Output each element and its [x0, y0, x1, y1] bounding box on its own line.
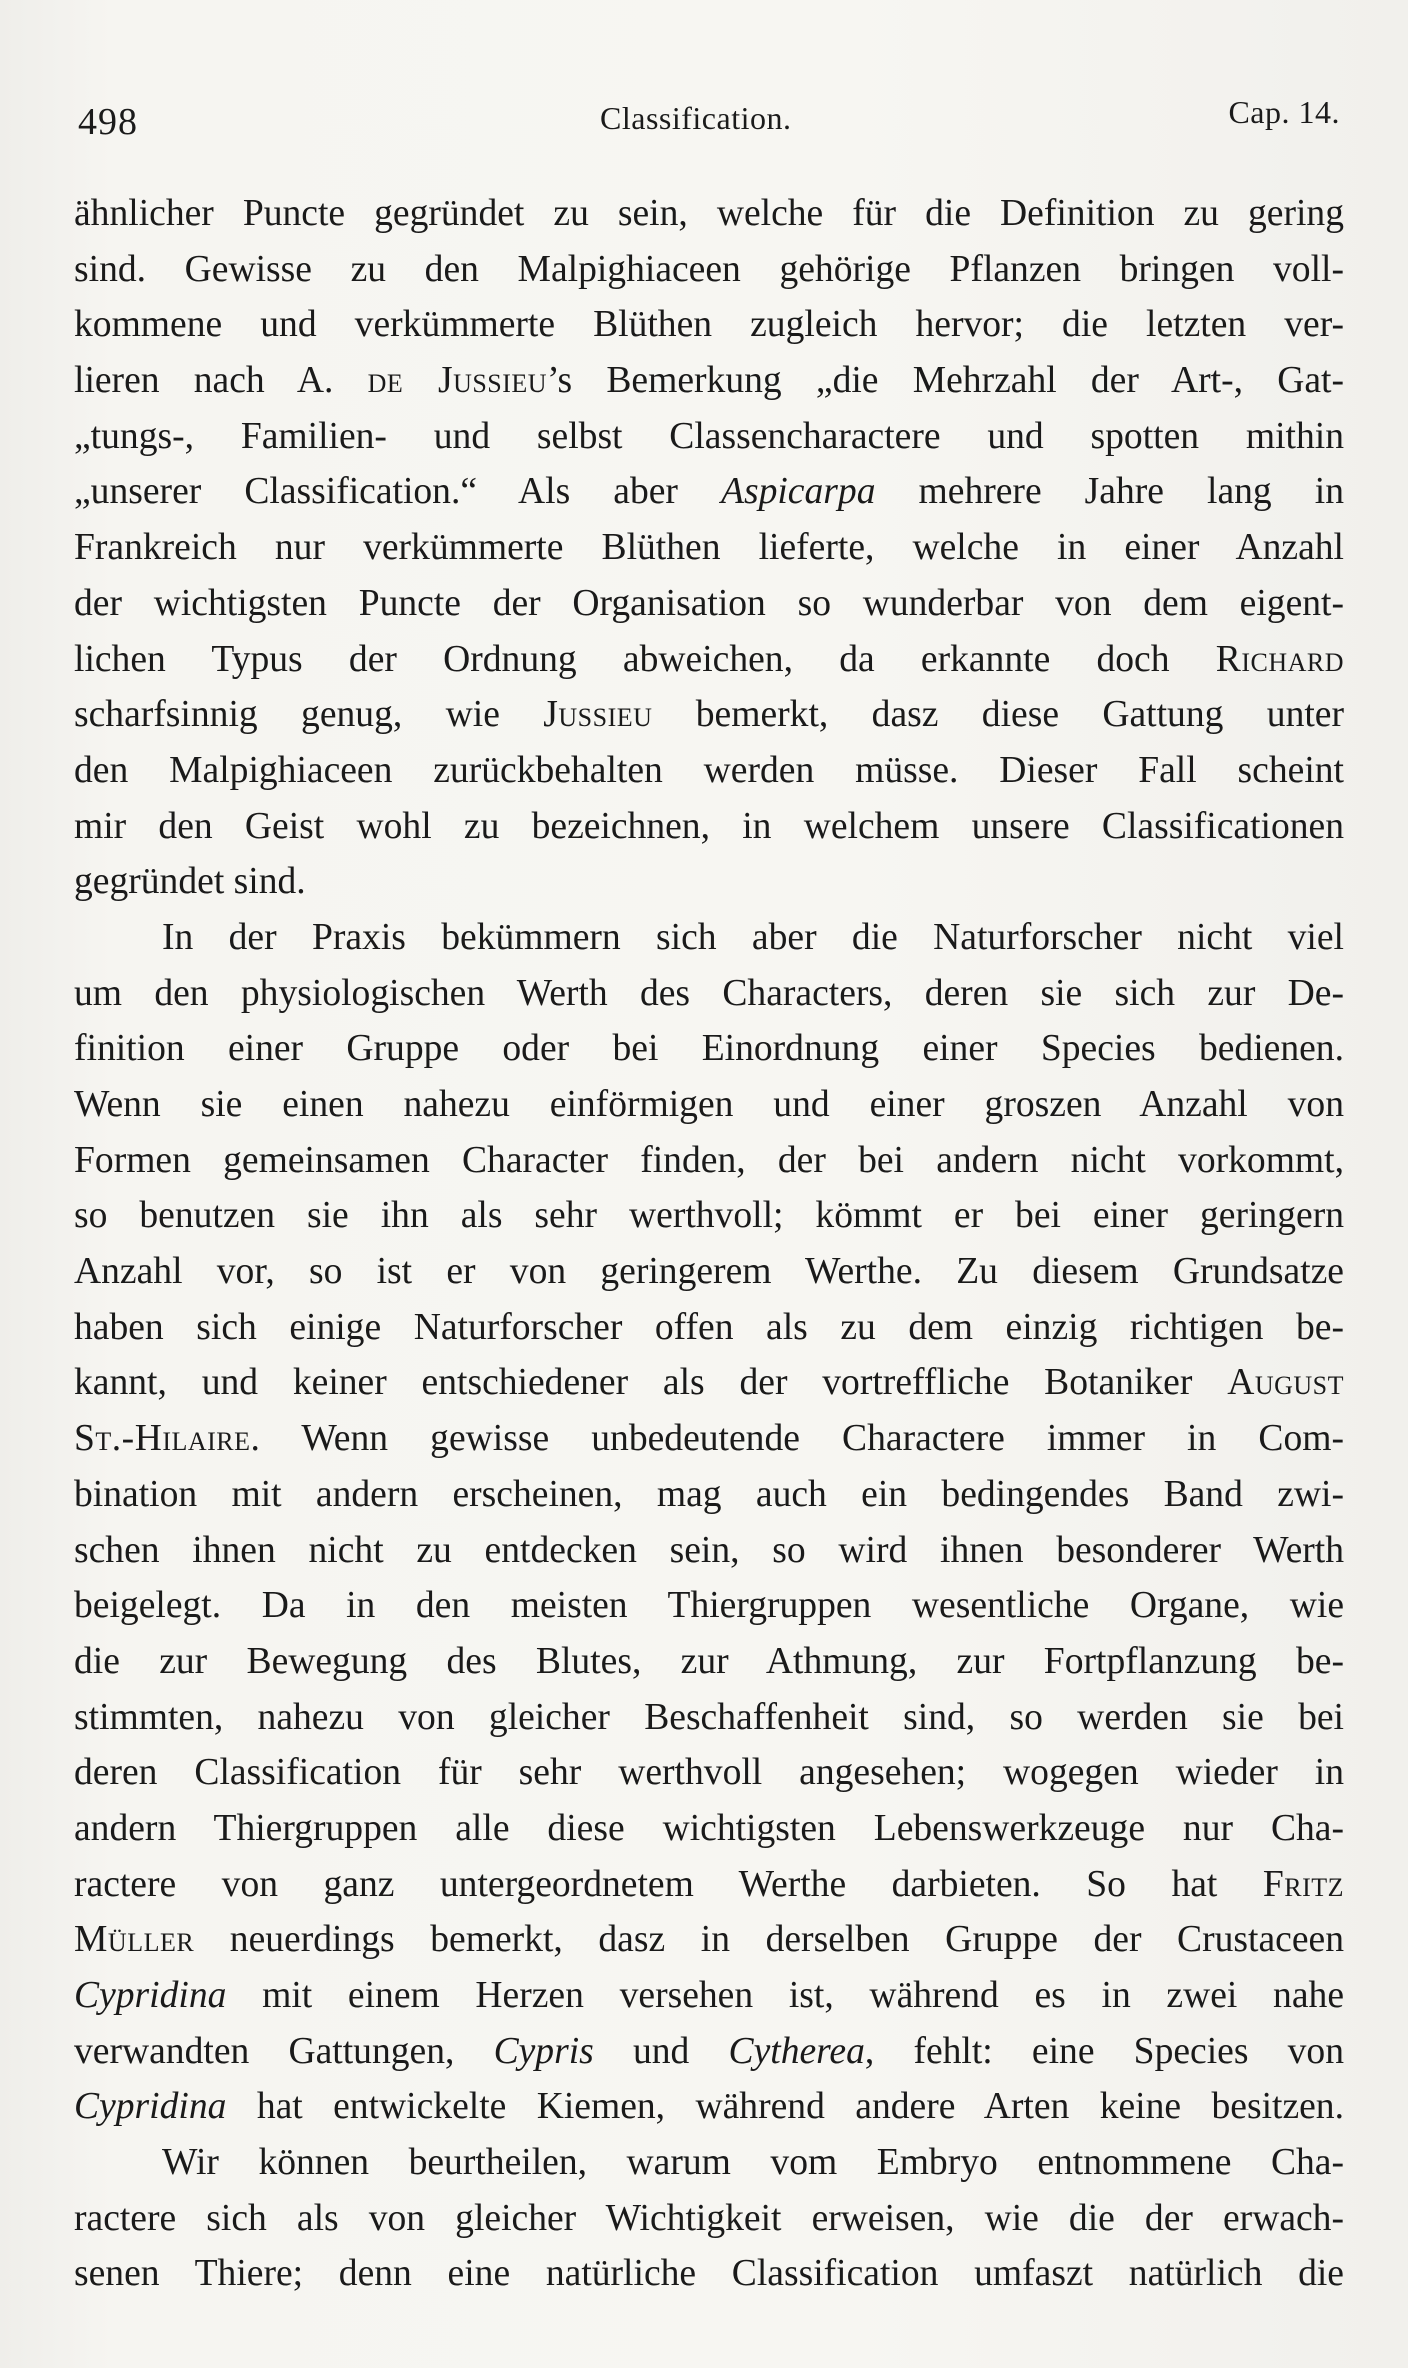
text-segment: haben sich einige Naturforscher offen als zu dem einzig richtigen be-: [74, 1306, 1344, 1348]
text-segment: andern Thiergruppen alle diese wichtigsten Lebenswerkzeuge nur Cha-: [74, 1807, 1344, 1849]
text-segment: mir den Geist wohl zu bezeichnen, in welchem unsere Classificationen: [74, 805, 1344, 847]
text-segment: ’s Bemerkung „die Mehrzahl der Art-, Gat-: [547, 360, 1344, 402]
body-text: [74, 186, 1344, 2302]
text-segment: „tungs-, Familien- und selbst Classencharactere und spotten mithin: [74, 415, 1344, 457]
text-segment: mit einem Herzen versehen ist, während es in zwei nahe: [226, 1975, 1344, 2016]
text-segment: der wichtigsten Puncte der Organisation so wunderbar von dem eigent-: [74, 582, 1344, 624]
text-line: [74, 2024, 1344, 2080]
text-line: [74, 520, 1344, 576]
text-line: [74, 297, 1344, 353]
author-name: de Jussieu: [367, 360, 548, 402]
text-segment: deren Classification für sehr werthvoll angesehen; wogegen wieder in: [74, 1752, 1344, 1794]
text-segment: ähnlicher Puncte gegründet zu sein, welche für die Definition zu gering: [74, 193, 1344, 234]
text-segment: sind. Gewisse zu den Malpighiaceen gehörige Pflanzen bringen voll-: [74, 248, 1344, 290]
text-line: [74, 464, 1344, 520]
text-segment: schen ihnen nicht zu entdecken sein, so wird ihnen besonderer Werth: [74, 1529, 1344, 1571]
text-segment: Frankreich nur verkümmerte Blüthen lieferte, welche in einer Anzahl: [74, 527, 1344, 569]
italic-term: Aspicarpa: [721, 471, 876, 513]
text-segment: scharfsinnig genug, wie: [74, 694, 544, 736]
italic-term: Cypridina: [74, 1975, 227, 2016]
text-line: [74, 1912, 1344, 1968]
text-line: [74, 1188, 1344, 1244]
text-segment: In der Praxis bekümmern sich aber die Naturforscher nicht viel: [162, 916, 1344, 958]
text-segment: Wir können beurtheilen, warum vom Embryo entnommene Cha-: [162, 2142, 1344, 2184]
text-segment: verwandten Gattungen,: [74, 2030, 494, 2072]
text-segment: neuerdings bemerkt, dasz in derselben Gruppe der Crustaceen: [194, 1919, 1344, 1961]
text-line: [74, 2079, 1344, 2135]
text-line: [74, 2191, 1344, 2247]
text-line: [74, 687, 1344, 743]
author-name: Fritz: [1262, 1863, 1344, 1905]
text-line: [74, 854, 1344, 910]
running-title: Classification.: [600, 100, 792, 136]
author-name: August: [1227, 1362, 1344, 1404]
text-segment: ractere sich als von gleicher Wichtigkeit erweisen, wie die der erwach-: [74, 2197, 1344, 2239]
text-segment: bemerkt, dasz diese Gattung unter: [652, 694, 1345, 736]
text-segment: finition einer Gruppe oder bei Einordnung einer Species bedienen.: [74, 1028, 1344, 1070]
text-line: [74, 1077, 1344, 1133]
author-name: St.-Hilaire: [74, 1418, 251, 1460]
text-segment: „unserer Classification.“ Als aber: [74, 471, 721, 513]
author-name: Jussieu: [543, 694, 653, 736]
text-line: [74, 576, 1344, 632]
text-segment: und: [593, 2030, 729, 2072]
text-line: [74, 1968, 1344, 2024]
text-segment: kommene und verkümmerte Blüthen zugleich hervor; die letzten ver-: [74, 304, 1344, 346]
text-line: [74, 1467, 1344, 1523]
text-segment: , fehlt: eine Species von: [864, 2030, 1344, 2072]
author-name: Müller: [74, 1919, 195, 1961]
text-segment: den Malpighiaceen zurückbehalten werden müsse. Dieser Fall scheint: [74, 749, 1344, 791]
text-line: [74, 1021, 1344, 1077]
text-line: [74, 1857, 1344, 1913]
text-line: [74, 966, 1344, 1022]
text-line: [74, 1634, 1344, 1690]
text-line: [74, 1355, 1344, 1411]
text-segment: Anzahl vor, so ist er von geringerem Werthe. Zu diesem Grundsatze: [74, 1251, 1344, 1293]
text-line: [74, 910, 1344, 966]
text-line: [74, 1244, 1344, 1300]
text-segment: mehrere Jahre lang in: [875, 471, 1344, 513]
text-segment: Wenn sie einen nahezu einförmigen und einer groszen Anzahl von: [74, 1084, 1344, 1125]
text-segment: . Wenn gewisse unbedeutende Charactere immer in Com-: [250, 1418, 1344, 1460]
italic-term: Cypridina: [74, 2086, 227, 2128]
page-header: [78, 94, 1340, 160]
text-line: [74, 1300, 1344, 1356]
text-line: [74, 242, 1344, 298]
text-line: [74, 799, 1344, 855]
text-line: [74, 1690, 1344, 1746]
text-line: [74, 409, 1344, 465]
author-name: Richard: [1215, 638, 1344, 680]
text-segment: beigelegt. Da in den meisten Thiergruppen wesentliche Organe, wie: [74, 1585, 1344, 1627]
text-segment: stimmten, nahezu von gleicher Beschaffenheit sind, so werden sie bei: [74, 1696, 1344, 1738]
text-segment: ractere von ganz untergeordnetem Werthe darbieten. So hat: [74, 1863, 1263, 1905]
chapter-label: Cap. 14.: [1228, 94, 1340, 130]
text-line: [74, 632, 1344, 688]
text-segment: um den physiologischen Werth des Characters, deren sie sich zur De-: [74, 972, 1344, 1014]
text-line: [74, 1745, 1344, 1801]
text-segment: lichen Typus der Ordnung abweichen, da erkannte doch: [74, 638, 1216, 680]
text-segment: die zur Bewegung des Blutes, zur Athmung, zur Fortpflanzung be-: [74, 1640, 1344, 1682]
page-number: 498: [78, 101, 138, 143]
text-line: [74, 353, 1344, 409]
text-segment: kannt, und keiner entschiedener als der vortreffliche Botaniker: [74, 1362, 1228, 1404]
text-line: [74, 1411, 1344, 1467]
text-segment: Formen gemeinsamen Character finden, der bei andern nicht vorkommt,: [74, 1139, 1344, 1181]
text-line: [74, 2246, 1344, 2302]
text-line: [74, 1578, 1344, 1634]
text-segment: so benutzen sie ihn als sehr werthvoll; kömmt er bei einer geringern: [74, 1195, 1344, 1237]
text-line: [74, 1523, 1344, 1579]
text-line: [74, 1133, 1344, 1189]
italic-term: Cytherea: [728, 2030, 865, 2072]
text-line: [74, 743, 1344, 799]
text-line: [74, 1801, 1344, 1857]
text-segment: gegründet sind.: [74, 861, 306, 903]
text-segment: senen Thiere; denn eine natürliche Classification umfaszt natürlich die: [74, 2253, 1344, 2295]
italic-term: Cypris: [493, 2030, 594, 2072]
text-line: [74, 186, 1344, 242]
text-segment: hat entwickelte Kiemen, während andere Arten keine besitzen.: [226, 2086, 1344, 2128]
text-segment: bination mit andern erscheinen, mag auch ein bedingendes Band zwi-: [74, 1473, 1344, 1515]
text-line: [74, 2135, 1344, 2191]
text-segment: lieren nach A.: [74, 360, 368, 402]
